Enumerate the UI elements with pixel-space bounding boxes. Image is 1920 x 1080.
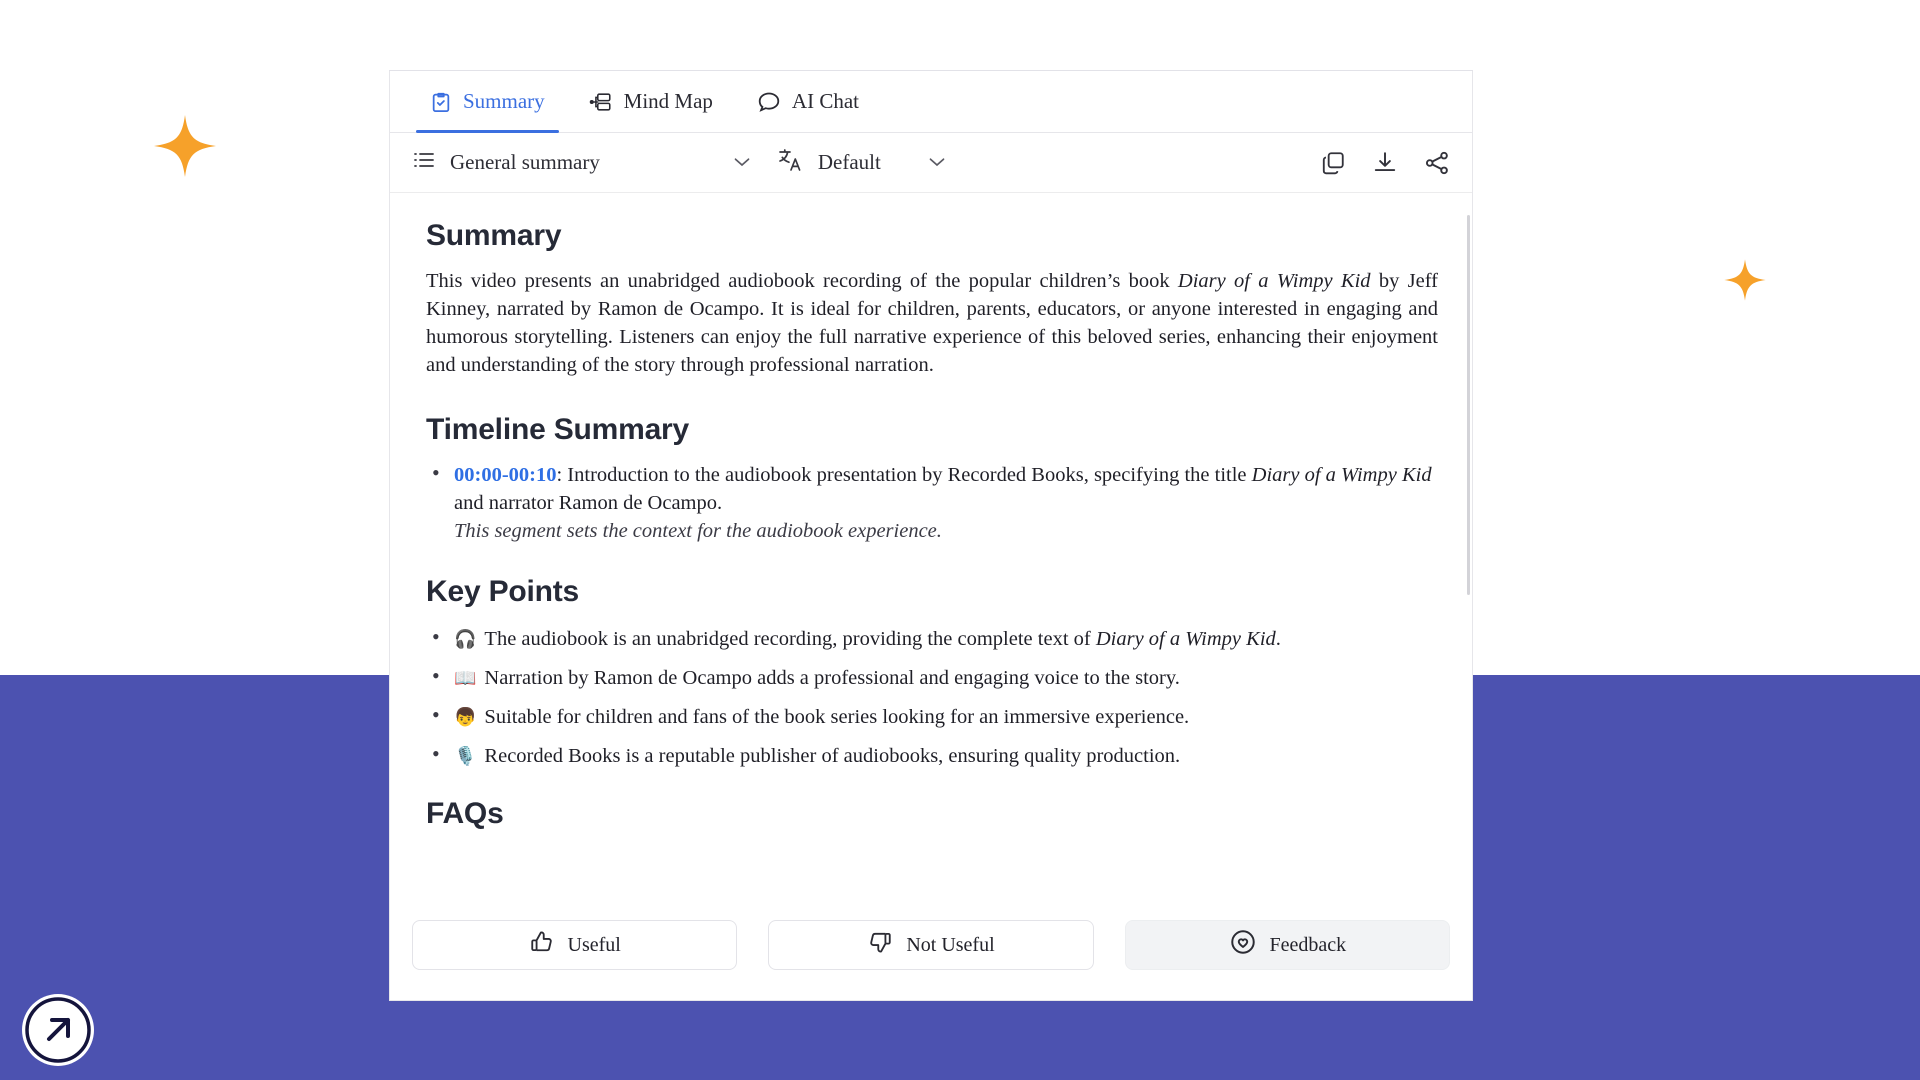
- summary-type-value: General summary: [450, 150, 600, 174]
- timeline-list: [426, 461, 1438, 545]
- translate-icon: [778, 148, 804, 177]
- feedback-button[interactable]: [1125, 920, 1450, 970]
- timeline-text-after: and narrator Ramon de Ocampo.: [454, 492, 723, 514]
- chat-bubble-icon: [757, 91, 781, 113]
- sparkle-icon: [1723, 258, 1767, 302]
- list-item: [426, 664, 1438, 693]
- useful-label: Useful: [567, 933, 621, 956]
- timeline-text-before: : Introduction to the audiobook presentation by Recorded Books, specifying the title: [556, 464, 1252, 486]
- key-point-book-title: Diary of a Wimpy Kid: [1095, 628, 1276, 650]
- key-point-text: The audiobook is an unabridged recording, providing the complete text of: [484, 628, 1096, 650]
- headphones-icon: 🎧: [454, 629, 477, 650]
- timeline-timestamp[interactable]: 00:00-00:10: [454, 464, 557, 486]
- tab-summary-label: Summary: [463, 89, 545, 113]
- key-points-list: [426, 625, 1438, 771]
- language-value: Default: [817, 150, 881, 174]
- arrow-up-right-circle-icon: [22, 994, 94, 1066]
- microphone-icon: 🎙️: [454, 746, 477, 767]
- chevron-down-icon: [929, 154, 945, 172]
- tab-mind-map[interactable]: [567, 71, 735, 132]
- key-point-text: Narration by Ramon de Ocampo adds a professional and engaging voice to the story.: [484, 667, 1180, 689]
- mind-map-icon: [589, 91, 613, 113]
- summary-type-select[interactable]: [412, 150, 750, 175]
- list-item: [426, 461, 1438, 545]
- feedback-bar: [390, 920, 1472, 1000]
- thumbs-up-icon: [529, 929, 555, 961]
- timeline-note: This segment sets the context for the audiobook experience.: [454, 520, 942, 542]
- summary-panel: [389, 71, 1473, 1001]
- summary-content: [390, 193, 1472, 920]
- thumbs-down-icon: [867, 929, 893, 961]
- timeline-heading: Timeline Summary: [426, 413, 690, 446]
- clipboard-check-icon: [430, 91, 452, 113]
- key-point-text-after: .: [1275, 628, 1281, 650]
- list-icon: [412, 150, 436, 175]
- summary-text-part-1: This video presents an unabridged audiobook recording of the popular children’s book: [426, 270, 1178, 292]
- feedback-heart-icon: [1229, 928, 1257, 962]
- summary-text-part-2: by Jeff Kinney, narrated by Ramon de Ocampo. It is ideal for children, parents, educators, or anyone interested in engaging and humorous storytelling. Listeners can enjoy the full narrative experience of this beloved series, enhancing their enjoyment and understanding of the story through professional narration.: [426, 270, 1438, 376]
- tab-ai-chat[interactable]: [735, 71, 881, 132]
- tab-summary[interactable]: [408, 71, 567, 132]
- not-useful-label: Not Useful: [906, 933, 995, 956]
- feedback-label: Feedback: [1269, 933, 1347, 956]
- tab-bar: [390, 71, 1472, 133]
- key-point-text: Suitable for children and fans of the book series looking for an immersive experience.: [484, 706, 1190, 728]
- timeline-book-title: Diary of a Wimpy Kid: [1251, 464, 1432, 486]
- not-useful-button[interactable]: [768, 920, 1093, 970]
- tab-ai-chat-label: AI Chat: [791, 89, 859, 113]
- key-points-heading: Key Points: [426, 575, 580, 608]
- summary-book-title: Diary of a Wimpy Kid: [1177, 270, 1371, 292]
- book-icon: 📖: [454, 668, 477, 689]
- child-icon: 👦: [454, 707, 477, 728]
- sparkle-icon: [152, 113, 218, 179]
- list-item: [426, 625, 1438, 654]
- copy-icon[interactable]: [1320, 150, 1346, 176]
- external-link-badge[interactable]: [22, 994, 94, 1066]
- summary-paragraph: [426, 267, 1438, 379]
- list-item: [426, 703, 1438, 732]
- content-scrollbar[interactable]: [1467, 215, 1470, 595]
- download-icon[interactable]: [1372, 150, 1398, 176]
- tab-mind-map-label: Mind Map: [623, 89, 713, 113]
- toolbar-actions: [1320, 150, 1454, 176]
- useful-button[interactable]: [412, 920, 737, 970]
- content-toolbar: [390, 133, 1472, 193]
- list-item: [426, 742, 1438, 771]
- summary-heading: Summary: [426, 219, 562, 252]
- share-icon[interactable]: [1424, 150, 1450, 176]
- language-select[interactable]: [778, 148, 945, 177]
- key-point-text: Recorded Books is a reputable publisher of audiobooks, ensuring quality production.: [484, 745, 1181, 767]
- faqs-heading: FAQs: [426, 797, 504, 830]
- chevron-down-icon: [734, 154, 750, 172]
